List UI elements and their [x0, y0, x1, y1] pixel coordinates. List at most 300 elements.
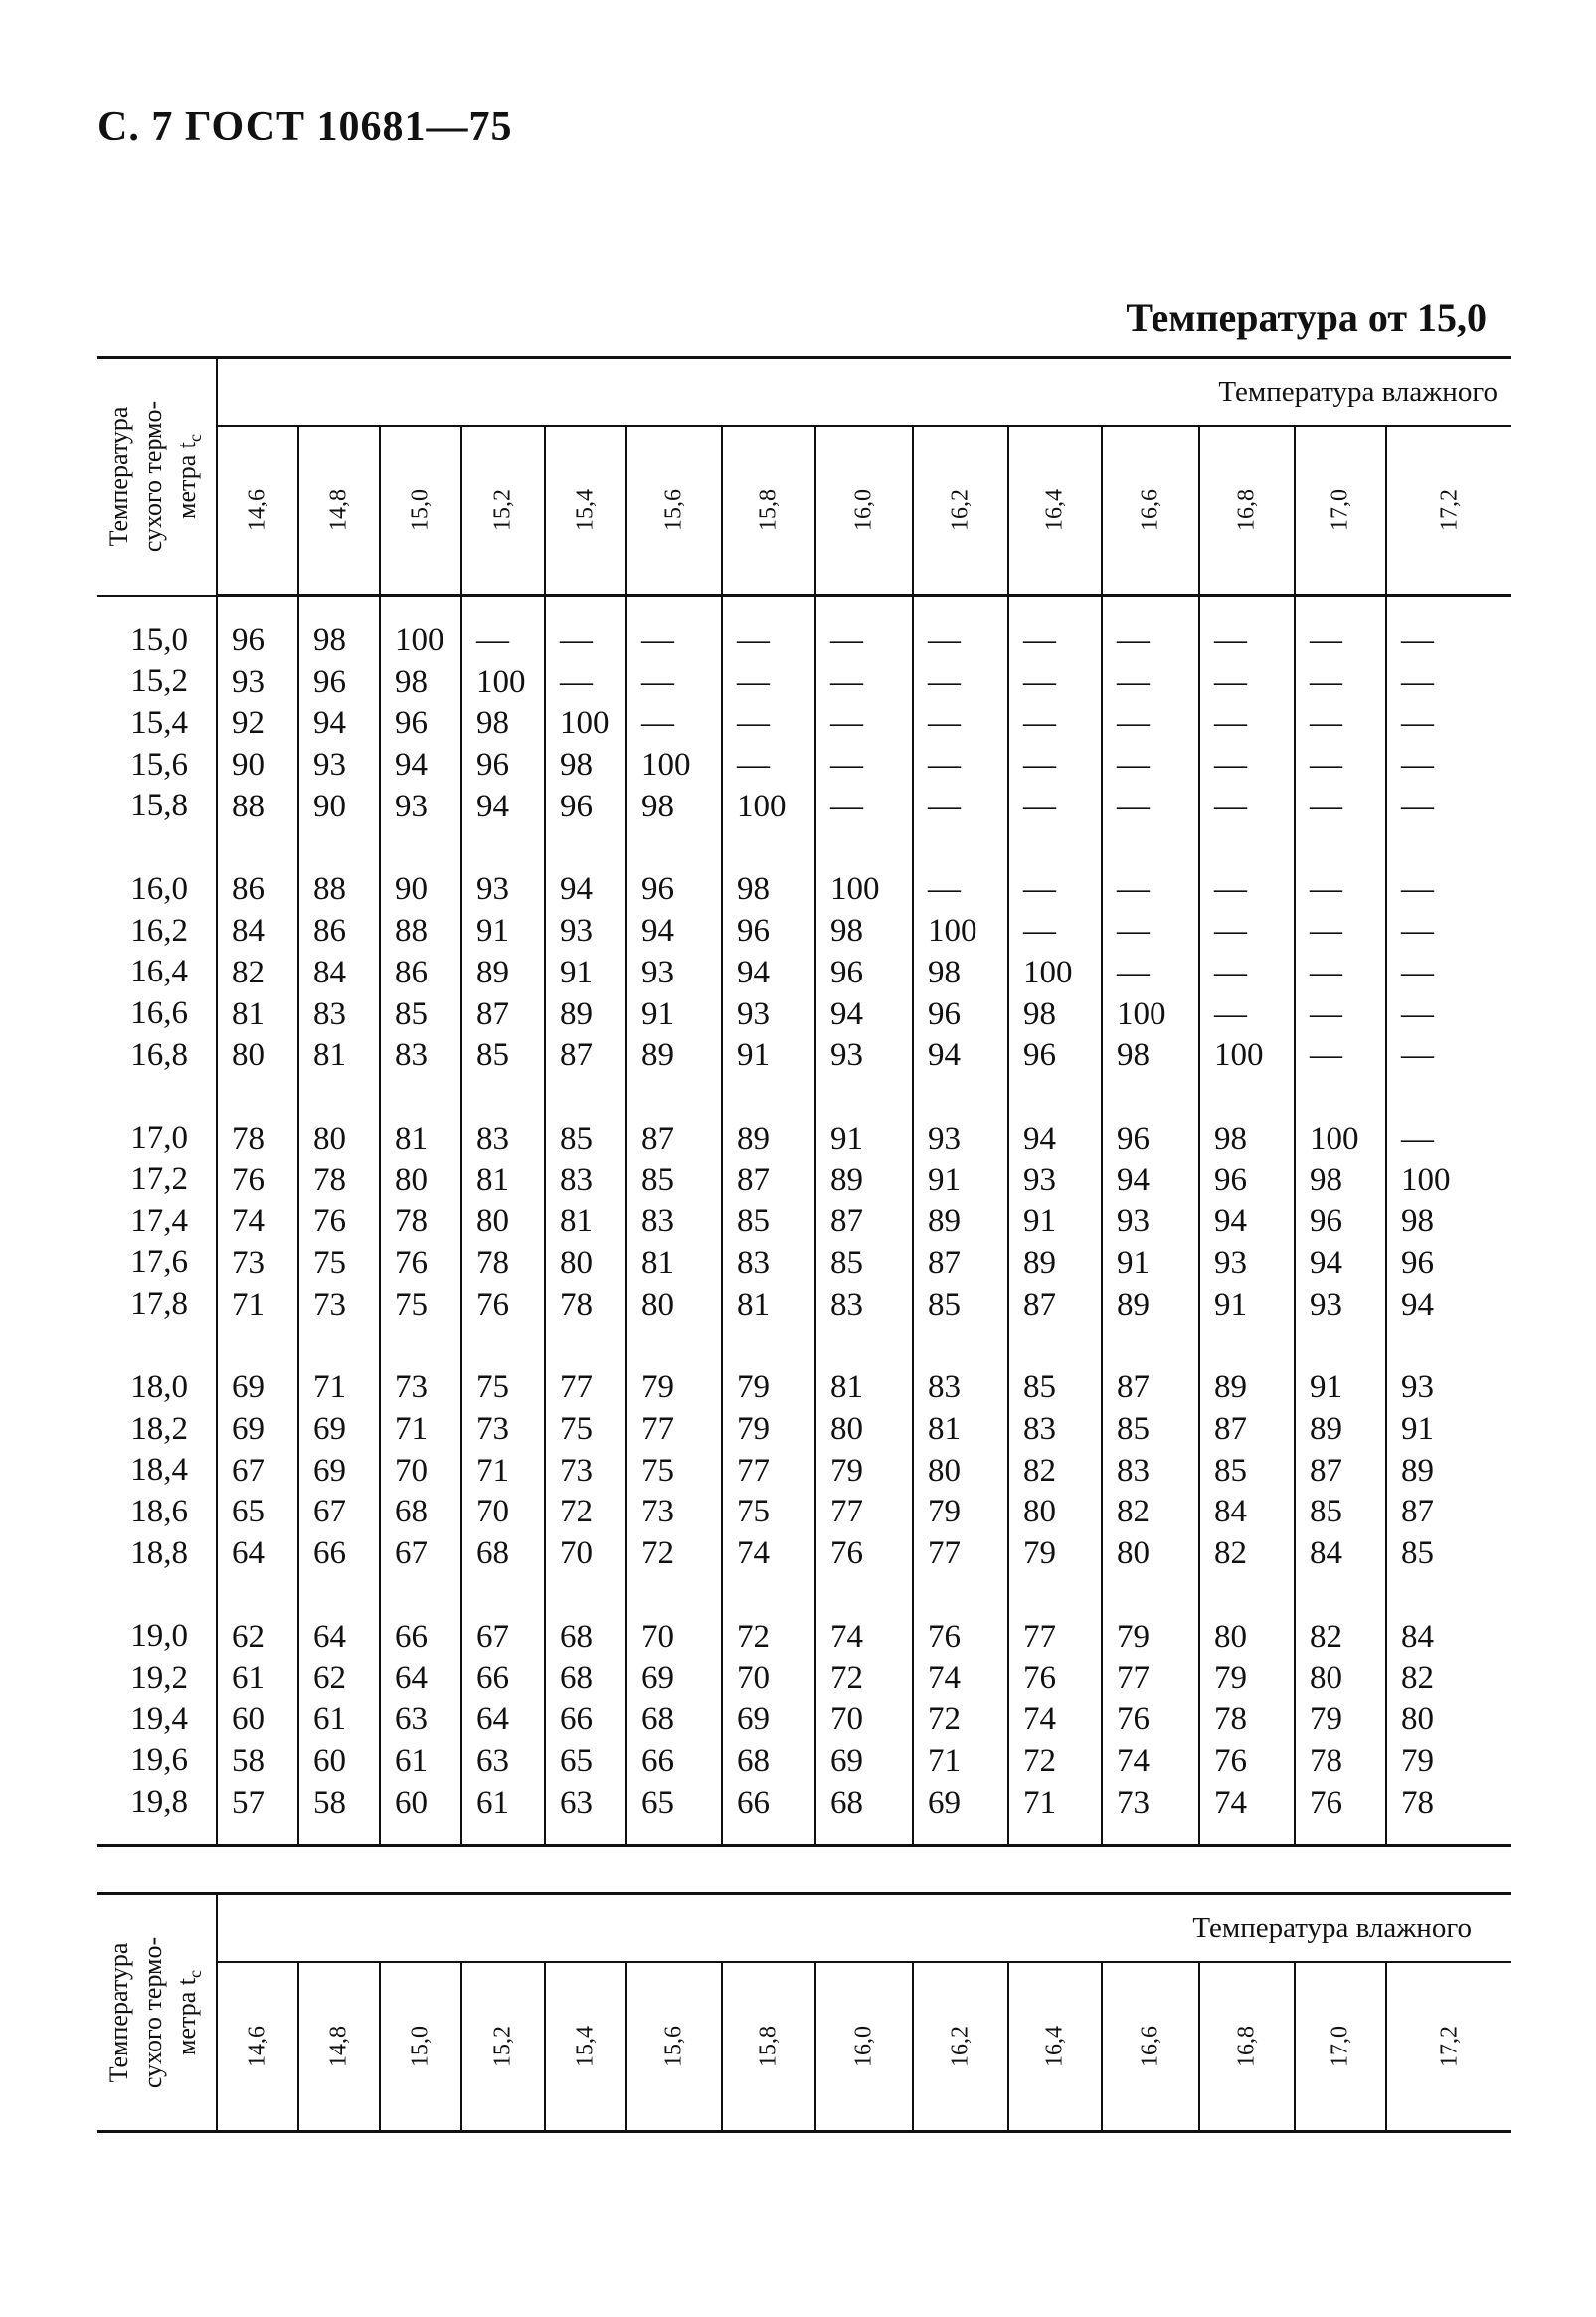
humidity-value: 61: [476, 1784, 509, 1821]
humidity-value: 69: [313, 1411, 346, 1447]
humidity-value: 87: [560, 1037, 593, 1074]
humidity-value: 80: [476, 1203, 509, 1240]
humidity-value: 92: [232, 705, 265, 742]
dry-temperature-value: 17,6: [130, 1244, 188, 1281]
humidity-value: 98: [560, 747, 593, 784]
column-header-label: 16,6: [1137, 2026, 1163, 2067]
humidity-value: 84: [1310, 1535, 1342, 1572]
humidity-value: —: [1401, 954, 1434, 990]
humidity-column: [461, 596, 545, 1846]
humidity-value: 72: [641, 1535, 674, 1572]
humidity-value: 98: [830, 913, 863, 950]
humidity-value: 64: [395, 1660, 428, 1696]
humidity-value: 60: [232, 1701, 265, 1738]
humidity-value: 65: [232, 1494, 265, 1530]
column-header: [913, 1962, 1008, 2132]
humidity-value: 72: [928, 1701, 961, 1738]
humidity-value: 96: [830, 954, 863, 990]
humidity-value: —: [928, 705, 961, 742]
humidity-value: 73: [641, 1494, 674, 1530]
humidity-value: 82: [1214, 1535, 1247, 1572]
humidity-value: 91: [1023, 1203, 1056, 1240]
humidity-value: —: [1214, 913, 1247, 950]
humidity-value: 77: [1023, 1618, 1056, 1655]
humidity-value: 61: [232, 1660, 265, 1696]
humidity-value: 100: [830, 871, 880, 908]
humidity-table: [97, 356, 1511, 1847]
humidity-value: 67: [313, 1494, 346, 1530]
humidity-value: 84: [232, 913, 265, 950]
humidity-value: 77: [928, 1535, 961, 1572]
dry-temperature-value: 15,6: [130, 746, 188, 783]
humidity-value: 94: [1023, 1120, 1056, 1157]
humidity-value: 74: [1214, 1784, 1247, 1821]
humidity-value: 78: [560, 1286, 593, 1323]
humidity-value: 84: [313, 954, 346, 990]
humidity-value: 75: [737, 1494, 770, 1530]
humidity-value: 100: [476, 663, 526, 700]
humidity-value: 85: [641, 1161, 674, 1198]
dry-temperature-value: 15,8: [130, 788, 188, 824]
humidity-value: 87: [641, 1120, 674, 1157]
humidity-value: 75: [560, 1411, 593, 1447]
column-header-label: 14,6: [244, 2026, 270, 2067]
humidity-value: —: [1310, 1037, 1342, 1074]
column-header-label: 15,8: [755, 2026, 782, 2067]
dry-temperature-value: 19,8: [130, 1784, 188, 1820]
humidity-value: 66: [476, 1660, 509, 1696]
humidity-value: 78: [232, 1120, 265, 1157]
humidity-value: —: [1117, 954, 1150, 990]
humidity-column: [815, 596, 913, 1846]
humidity-value: —: [737, 623, 770, 658]
humidity-value: 76: [232, 1161, 265, 1198]
humidity-value: 93: [830, 1037, 863, 1074]
humidity-value: 66: [560, 1701, 593, 1738]
humidity-value: 76: [1117, 1701, 1150, 1738]
humidity-value: 83: [830, 1286, 863, 1323]
humidity-value: 76: [1214, 1742, 1247, 1779]
humidity-value: 79: [1214, 1660, 1247, 1696]
humidity-value: 90: [313, 788, 346, 824]
humidity-value: 96: [560, 788, 593, 824]
humidity-value: 81: [928, 1411, 961, 1447]
humidity-value: 71: [232, 1286, 265, 1323]
humidity-value: 80: [641, 1286, 674, 1323]
humidity-value: 68: [395, 1494, 428, 1530]
humidity-value: 62: [313, 1660, 346, 1696]
humidity-value: —: [1023, 788, 1056, 824]
humidity-value: 64: [232, 1535, 265, 1572]
humidity-value: 69: [232, 1369, 265, 1406]
humidity-value: 69: [737, 1701, 770, 1738]
humidity-value: 89: [1023, 1244, 1056, 1281]
humidity-value: 94: [737, 954, 770, 990]
humidity-value: 88: [313, 871, 346, 908]
humidity-value: 68: [560, 1618, 593, 1655]
humidity-table-continued-header: [97, 1892, 1511, 2133]
humidity-value: 83: [641, 1203, 674, 1240]
humidity-value: 80: [232, 1037, 265, 1074]
humidity-value: 87: [1401, 1494, 1434, 1530]
humidity-value: 93: [641, 954, 674, 990]
humidity-value: 89: [928, 1203, 961, 1240]
humidity-value: 89: [641, 1037, 674, 1074]
humidity-value: —: [1310, 913, 1342, 950]
column-header: [461, 426, 545, 596]
humidity-value: 76: [928, 1618, 961, 1655]
humidity-value: 84: [1214, 1494, 1247, 1530]
humidity-value: 77: [560, 1369, 593, 1406]
column-header-label: 17,0: [1327, 2026, 1353, 2067]
dry-temperature-value: 15,4: [130, 704, 188, 741]
humidity-value: 96: [928, 995, 961, 1032]
humidity-value: 87: [476, 995, 509, 1032]
humidity-value: 98: [641, 788, 674, 824]
humidity-value: 63: [476, 1742, 509, 1779]
humidity-value: 83: [476, 1120, 509, 1157]
humidity-value: 76: [313, 1203, 346, 1240]
humidity-value: 91: [1117, 1244, 1150, 1281]
humidity-value: 83: [560, 1161, 593, 1198]
humidity-value: 94: [313, 705, 346, 742]
humidity-value: 87: [1310, 1452, 1342, 1489]
humidity-value: 69: [928, 1784, 961, 1821]
humidity-value: 80: [1401, 1701, 1434, 1738]
humidity-value: 86: [395, 954, 428, 990]
humidity-value: 90: [395, 871, 428, 908]
humidity-value: 73: [313, 1286, 346, 1323]
dry-temperature-value: 16,2: [130, 912, 188, 949]
humidity-value: 75: [313, 1244, 346, 1281]
humidity-value: 65: [641, 1784, 674, 1821]
humidity-value: 75: [641, 1452, 674, 1489]
column-header-label: 16,2: [947, 489, 974, 531]
humidity-value: 94: [1214, 1203, 1247, 1240]
dry-temperature-value: 18,8: [130, 1534, 188, 1571]
humidity-value: 81: [737, 1286, 770, 1323]
humidity-column: [545, 596, 626, 1846]
humidity-value: —: [737, 663, 770, 700]
humidity-value: —: [1401, 1037, 1434, 1074]
humidity-value: 89: [737, 1120, 770, 1157]
humidity-column: [1199, 596, 1295, 1846]
humidity-value: 62: [232, 1618, 265, 1655]
humidity-value: 85: [476, 1037, 509, 1074]
humidity-value: —: [1401, 871, 1434, 908]
humidity-column: [298, 596, 380, 1846]
column-header: [1199, 1962, 1295, 2132]
humidity-value: 87: [928, 1244, 961, 1281]
humidity-value: 83: [928, 1369, 961, 1406]
humidity-value: 93: [395, 788, 428, 824]
humidity-value: 93: [1117, 1203, 1150, 1240]
humidity-value: 91: [1310, 1369, 1342, 1406]
column-header-label: 16,2: [947, 2026, 974, 2067]
dry-temperature-value: 16,4: [130, 954, 188, 990]
humidity-value: 96: [1401, 1244, 1434, 1281]
humidity-value: 79: [1023, 1535, 1056, 1572]
humidity-value: 78: [313, 1161, 346, 1198]
humidity-value: 91: [1214, 1286, 1247, 1323]
humidity-value: 85: [560, 1120, 593, 1157]
dry-temperature-value: 17,8: [130, 1286, 188, 1323]
humidity-value: 100: [1023, 954, 1073, 990]
humidity-value: 94: [830, 995, 863, 1032]
dry-temperature-value: 16,8: [130, 1036, 188, 1073]
humidity-value: 76: [830, 1535, 863, 1572]
humidity-value: —: [1214, 995, 1247, 1032]
humidity-value: 96: [395, 705, 428, 742]
humidity-value: —: [1214, 871, 1247, 908]
humidity-value: 58: [232, 1742, 265, 1779]
humidity-value: 85: [1401, 1535, 1434, 1572]
humidity-value: 61: [395, 1742, 428, 1779]
humidity-value: 93: [1214, 1244, 1247, 1281]
humidity-value: 69: [232, 1411, 265, 1447]
column-header: [1008, 426, 1102, 596]
humidity-value: 72: [560, 1494, 593, 1530]
humidity-value: 94: [641, 913, 674, 950]
humidity-value: —: [830, 788, 863, 824]
humidity-value: 60: [395, 1784, 428, 1821]
row-header: [97, 358, 217, 596]
column-header-label: 16,4: [1041, 489, 1068, 531]
humidity-column: [626, 596, 722, 1846]
humidity-value: 86: [232, 871, 265, 908]
humidity-value: —: [1023, 663, 1056, 700]
column-header: [1295, 426, 1386, 596]
humidity-value: 67: [232, 1452, 265, 1489]
column-header: [545, 1962, 626, 2132]
humidity-value: 78: [476, 1244, 509, 1281]
humidity-value: —: [928, 747, 961, 784]
humidity-value: 84: [1401, 1618, 1434, 1655]
humidity-value: 94: [560, 871, 593, 908]
humidity-value: —: [928, 788, 961, 824]
humidity-value: 80: [1310, 1660, 1342, 1696]
humidity-value: 77: [641, 1411, 674, 1447]
humidity-value: 72: [1023, 1742, 1056, 1779]
humidity-value: 87: [1023, 1286, 1056, 1323]
humidity-value: 77: [737, 1452, 770, 1489]
column-header-label: 14,8: [325, 489, 352, 531]
humidity-value: —: [1214, 663, 1247, 700]
humidity-value: 79: [641, 1369, 674, 1406]
dry-temperature-value: 17,2: [130, 1161, 188, 1198]
humidity-value: 83: [395, 1037, 428, 1074]
humidity-value: —: [1117, 747, 1150, 784]
humidity-value: 96: [641, 871, 674, 908]
humidity-value: —: [1117, 663, 1150, 700]
humidity-value: 70: [476, 1494, 509, 1530]
humidity-value: 81: [830, 1369, 863, 1406]
humidity-value: 98: [313, 623, 346, 658]
humidity-value: 100: [928, 913, 977, 950]
humidity-value: 66: [395, 1618, 428, 1655]
column-header: [1199, 426, 1295, 596]
humidity-value: —: [1310, 871, 1342, 908]
column-header-label: 17,0: [1327, 489, 1353, 531]
humidity-value: —: [1401, 913, 1434, 950]
humidity-value: 70: [641, 1618, 674, 1655]
humidity-value: 87: [1214, 1411, 1247, 1447]
humidity-value: 77: [830, 1494, 863, 1530]
humidity-value: 87: [830, 1203, 863, 1240]
humidity-value: 63: [395, 1701, 428, 1738]
humidity-value: —: [928, 663, 961, 700]
humidity-value: —: [641, 705, 674, 742]
column-header: [217, 426, 298, 596]
humidity-value: 98: [395, 663, 428, 700]
humidity-value: 96: [476, 747, 509, 784]
column-header-label: 15,6: [660, 489, 687, 531]
humidity-value: 91: [560, 954, 593, 990]
humidity-value: —: [476, 623, 509, 658]
humidity-value: 81: [476, 1161, 509, 1198]
humidity-value: 80: [928, 1452, 961, 1489]
humidity-value: 70: [830, 1701, 863, 1738]
humidity-value: 88: [395, 913, 428, 950]
humidity-value: —: [830, 705, 863, 742]
humidity-value: 85: [1214, 1452, 1247, 1489]
humidity-value: —: [1214, 705, 1247, 742]
humidity-column: [380, 596, 461, 1846]
column-header-label: 15,2: [489, 489, 516, 531]
column-header: [722, 426, 815, 596]
humidity-value: 87: [737, 1161, 770, 1198]
humidity-value: 93: [232, 663, 265, 700]
humidity-value: 89: [1117, 1286, 1150, 1323]
humidity-value: 71: [928, 1742, 961, 1779]
column-header: [217, 1962, 298, 2132]
humidity-value: —: [1401, 995, 1434, 1032]
dry-temperature-value: 18,6: [130, 1493, 188, 1529]
humidity-column: [913, 596, 1008, 1846]
wet-temperature-header: Температура влажного: [217, 1894, 1511, 1963]
humidity-value: 96: [232, 623, 265, 658]
humidity-value: 82: [1117, 1494, 1150, 1530]
humidity-value: 68: [830, 1784, 863, 1821]
humidity-value: 96: [1214, 1161, 1247, 1198]
humidity-value: 100: [1117, 995, 1166, 1032]
humidity-value: 79: [1310, 1701, 1342, 1738]
column-header-label: 15,0: [407, 2026, 434, 2067]
humidity-value: —: [1401, 747, 1434, 784]
column-header-label: 15,2: [489, 2026, 516, 2067]
humidity-value: 67: [395, 1535, 428, 1572]
humidity-value: —: [1401, 663, 1434, 700]
column-header-label: 14,6: [244, 489, 270, 531]
humidity-value: 93: [1401, 1369, 1434, 1406]
humidity-value: 65: [560, 1742, 593, 1779]
dry-temperature-value: 19,6: [130, 1742, 188, 1779]
column-header-label: 17,2: [1436, 489, 1462, 531]
column-header: [1295, 1962, 1386, 2132]
humidity-value: 74: [1117, 1742, 1150, 1779]
humidity-value: 80: [1023, 1494, 1056, 1530]
humidity-value: 96: [313, 663, 346, 700]
humidity-value: —: [641, 623, 674, 658]
humidity-column: [1008, 596, 1102, 1846]
humidity-value: 89: [1214, 1369, 1247, 1406]
humidity-column: [722, 596, 815, 1846]
column-header-label: 16,0: [850, 489, 877, 531]
row-header-label: Температура сухого термо- метра $t_с$: [103, 1936, 205, 2089]
humidity-value: —: [1214, 623, 1247, 658]
humidity-value: 80: [1117, 1535, 1150, 1572]
humidity-value: 79: [1117, 1618, 1150, 1655]
column-header-label: 16,8: [1233, 2026, 1260, 2067]
humidity-value: 61: [313, 1701, 346, 1738]
column-header: [1102, 426, 1199, 596]
humidity-value: 79: [928, 1494, 961, 1530]
humidity-value: 60: [313, 1742, 346, 1779]
humidity-value: 98: [1401, 1203, 1434, 1240]
humidity-value: —: [560, 623, 593, 658]
humidity-value: 72: [737, 1618, 770, 1655]
humidity-value: —: [928, 871, 961, 908]
humidity-value: 81: [232, 995, 265, 1032]
humidity-value: 93: [928, 1120, 961, 1157]
humidity-value: 69: [830, 1742, 863, 1779]
humidity-value: 74: [737, 1535, 770, 1572]
humidity-value: —: [1117, 623, 1150, 658]
humidity-value: 85: [928, 1286, 961, 1323]
humidity-value: 96: [737, 913, 770, 950]
humidity-value: —: [1310, 995, 1342, 1032]
humidity-value: 98: [1214, 1120, 1247, 1157]
humidity-value: 90: [232, 747, 265, 784]
column-header: [1008, 1962, 1102, 2132]
humidity-value: 100: [1214, 1037, 1264, 1074]
humidity-value: —: [1310, 788, 1342, 824]
humidity-value: 93: [1310, 1286, 1342, 1323]
humidity-value: 94: [476, 788, 509, 824]
humidity-value: 76: [1023, 1660, 1056, 1696]
humidity-value: 98: [1310, 1161, 1342, 1198]
humidity-value: 94: [1310, 1244, 1342, 1281]
humidity-value: 100: [737, 788, 787, 824]
humidity-value: 79: [830, 1452, 863, 1489]
humidity-value: —: [1117, 871, 1150, 908]
humidity-value: 91: [476, 913, 509, 950]
column-header-label: 15,4: [572, 489, 599, 531]
humidity-value: —: [641, 663, 674, 700]
humidity-value: 71: [313, 1369, 346, 1406]
humidity-value: 74: [1023, 1701, 1056, 1738]
humidity-value: 100: [560, 705, 610, 742]
dry-temperature-value: 17,4: [130, 1202, 188, 1239]
humidity-value: 91: [641, 995, 674, 1032]
humidity-value: 93: [560, 913, 593, 950]
humidity-value: 75: [476, 1369, 509, 1406]
humidity-value: 94: [395, 747, 428, 784]
page-header: С. 7 ГОСТ 10681—75: [97, 104, 513, 150]
humidity-value: 81: [560, 1203, 593, 1240]
humidity-value: 85: [1117, 1411, 1150, 1447]
humidity-value: 73: [560, 1452, 593, 1489]
humidity-value: 67: [476, 1618, 509, 1655]
dry-temperature-value: 18,4: [130, 1452, 188, 1489]
dry-temperature-value: 17,0: [130, 1120, 188, 1157]
humidity-value: —: [1023, 623, 1056, 658]
humidity-value: —: [1310, 623, 1342, 658]
humidity-value: 82: [1023, 1452, 1056, 1489]
humidity-value: 85: [1023, 1369, 1056, 1406]
column-header: [626, 426, 722, 596]
humidity-column: [1295, 596, 1386, 1846]
